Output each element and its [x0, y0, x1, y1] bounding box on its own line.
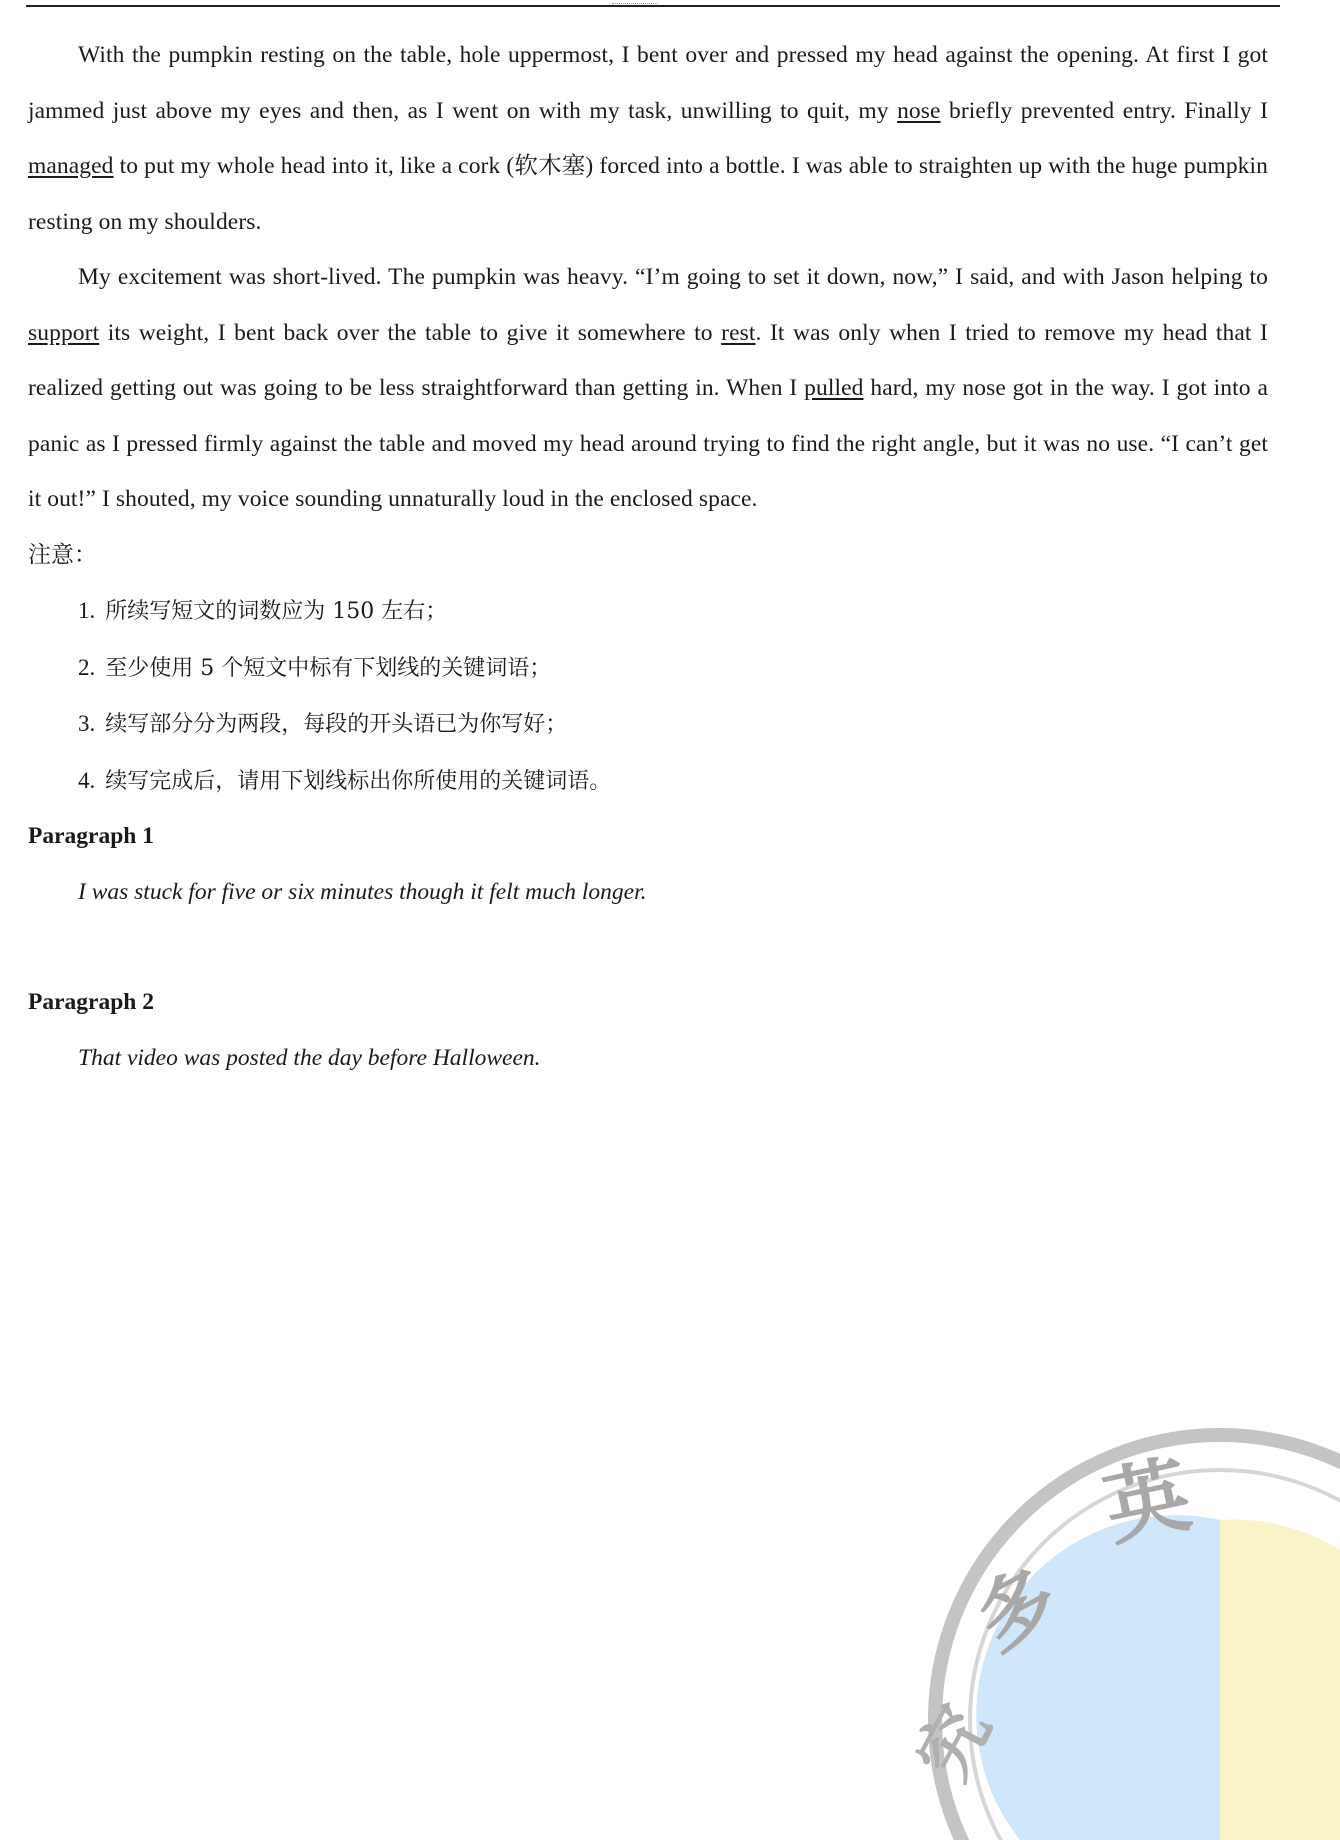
watermark-char: 英 — [1096, 1444, 1199, 1559]
note-number: 2. — [78, 654, 96, 680]
keyword-support: support — [28, 319, 100, 346]
keyword-pulled: pulled — [804, 375, 864, 401]
paragraph-1-opener: I was stuck for five or six minutes though it felt much longer. — [78, 878, 647, 905]
note-text: 至少使用 5 个短文中标有下划线的关键词语； — [105, 655, 552, 681]
header-mark — [612, 0, 658, 4]
paragraph-2-opener: That video was posted the day before Halloween. — [78, 1044, 541, 1071]
keyword-rest: rest — [721, 319, 756, 346]
passage-text: briefly prevented entry. Finally I — [940, 97, 1268, 124]
note-item — [78, 640, 1268, 697]
note-number: 1. — [78, 598, 96, 623]
note-number: 3. — [78, 711, 96, 736]
header-rule — [26, 5, 1280, 7]
note-item — [78, 583, 1268, 640]
passage-text: to put my whole head into it, like a cork (软木塞) forced into a bottle. I was able to straighten up with the huge pumpkin resting on my shoulders. — [28, 153, 1268, 235]
passage-text: . It was only when I tried to remove my head that I realized getting out was going to be less straightforward than getting in. When I — [28, 319, 1268, 401]
watermark-char: 多 — [961, 1551, 1074, 1668]
passage-text: hard, my nose got in the way. I got into a panic as I pressed firmly against the table and moved my head around trying to find the right angle, but it was no use. “I can’t get it out!” I shouted, my voice sounding unnaturally loud in the enclosed space. — [28, 375, 1268, 512]
notes-heading: 注意： — [28, 541, 97, 568]
note-number: 4. — [78, 767, 96, 793]
passage-text: its weight, I bent back over the table to give it somewhere to — [99, 319, 722, 346]
passage-text: With the pumpkin resting on the table, hole uppermost, I bent over and pressed my head against the opening. At first I got jammed just above my eyes and then, as I went on with my task, unwilling to quit, my — [28, 42, 1268, 124]
note-text: 续写完成后，请用下划线标出你所使用的关键词语。 — [105, 768, 612, 794]
keyword-managed: managed — [28, 153, 114, 179]
passage-text: My excitement was short-lived. The pumpkin was heavy. “I’m going to set it down, now,” I said, and with Jason helping to — [78, 264, 1268, 290]
note-text: 所续写短文的词数应为 150 左右； — [105, 599, 448, 624]
passage-paragraph-1 — [28, 28, 1268, 250]
note-item — [78, 753, 1268, 810]
notes-list — [28, 583, 1268, 809]
writing-space — [28, 920, 1268, 975]
watermark-seal — [901, 1420, 1340, 1840]
watermark-char: 究 — [901, 1692, 1007, 1793]
passage-paragraph-2 — [28, 250, 1268, 528]
document-body — [28, 28, 1268, 1086]
note-item — [78, 696, 1268, 753]
paragraph-1-heading: Paragraph 1 — [28, 823, 154, 849]
note-text: 续写部分分为两段，每段的开头语已为你写好； — [105, 712, 568, 737]
paragraph-2-heading: Paragraph 2 — [28, 989, 154, 1015]
keyword-nose: nose — [897, 97, 941, 124]
